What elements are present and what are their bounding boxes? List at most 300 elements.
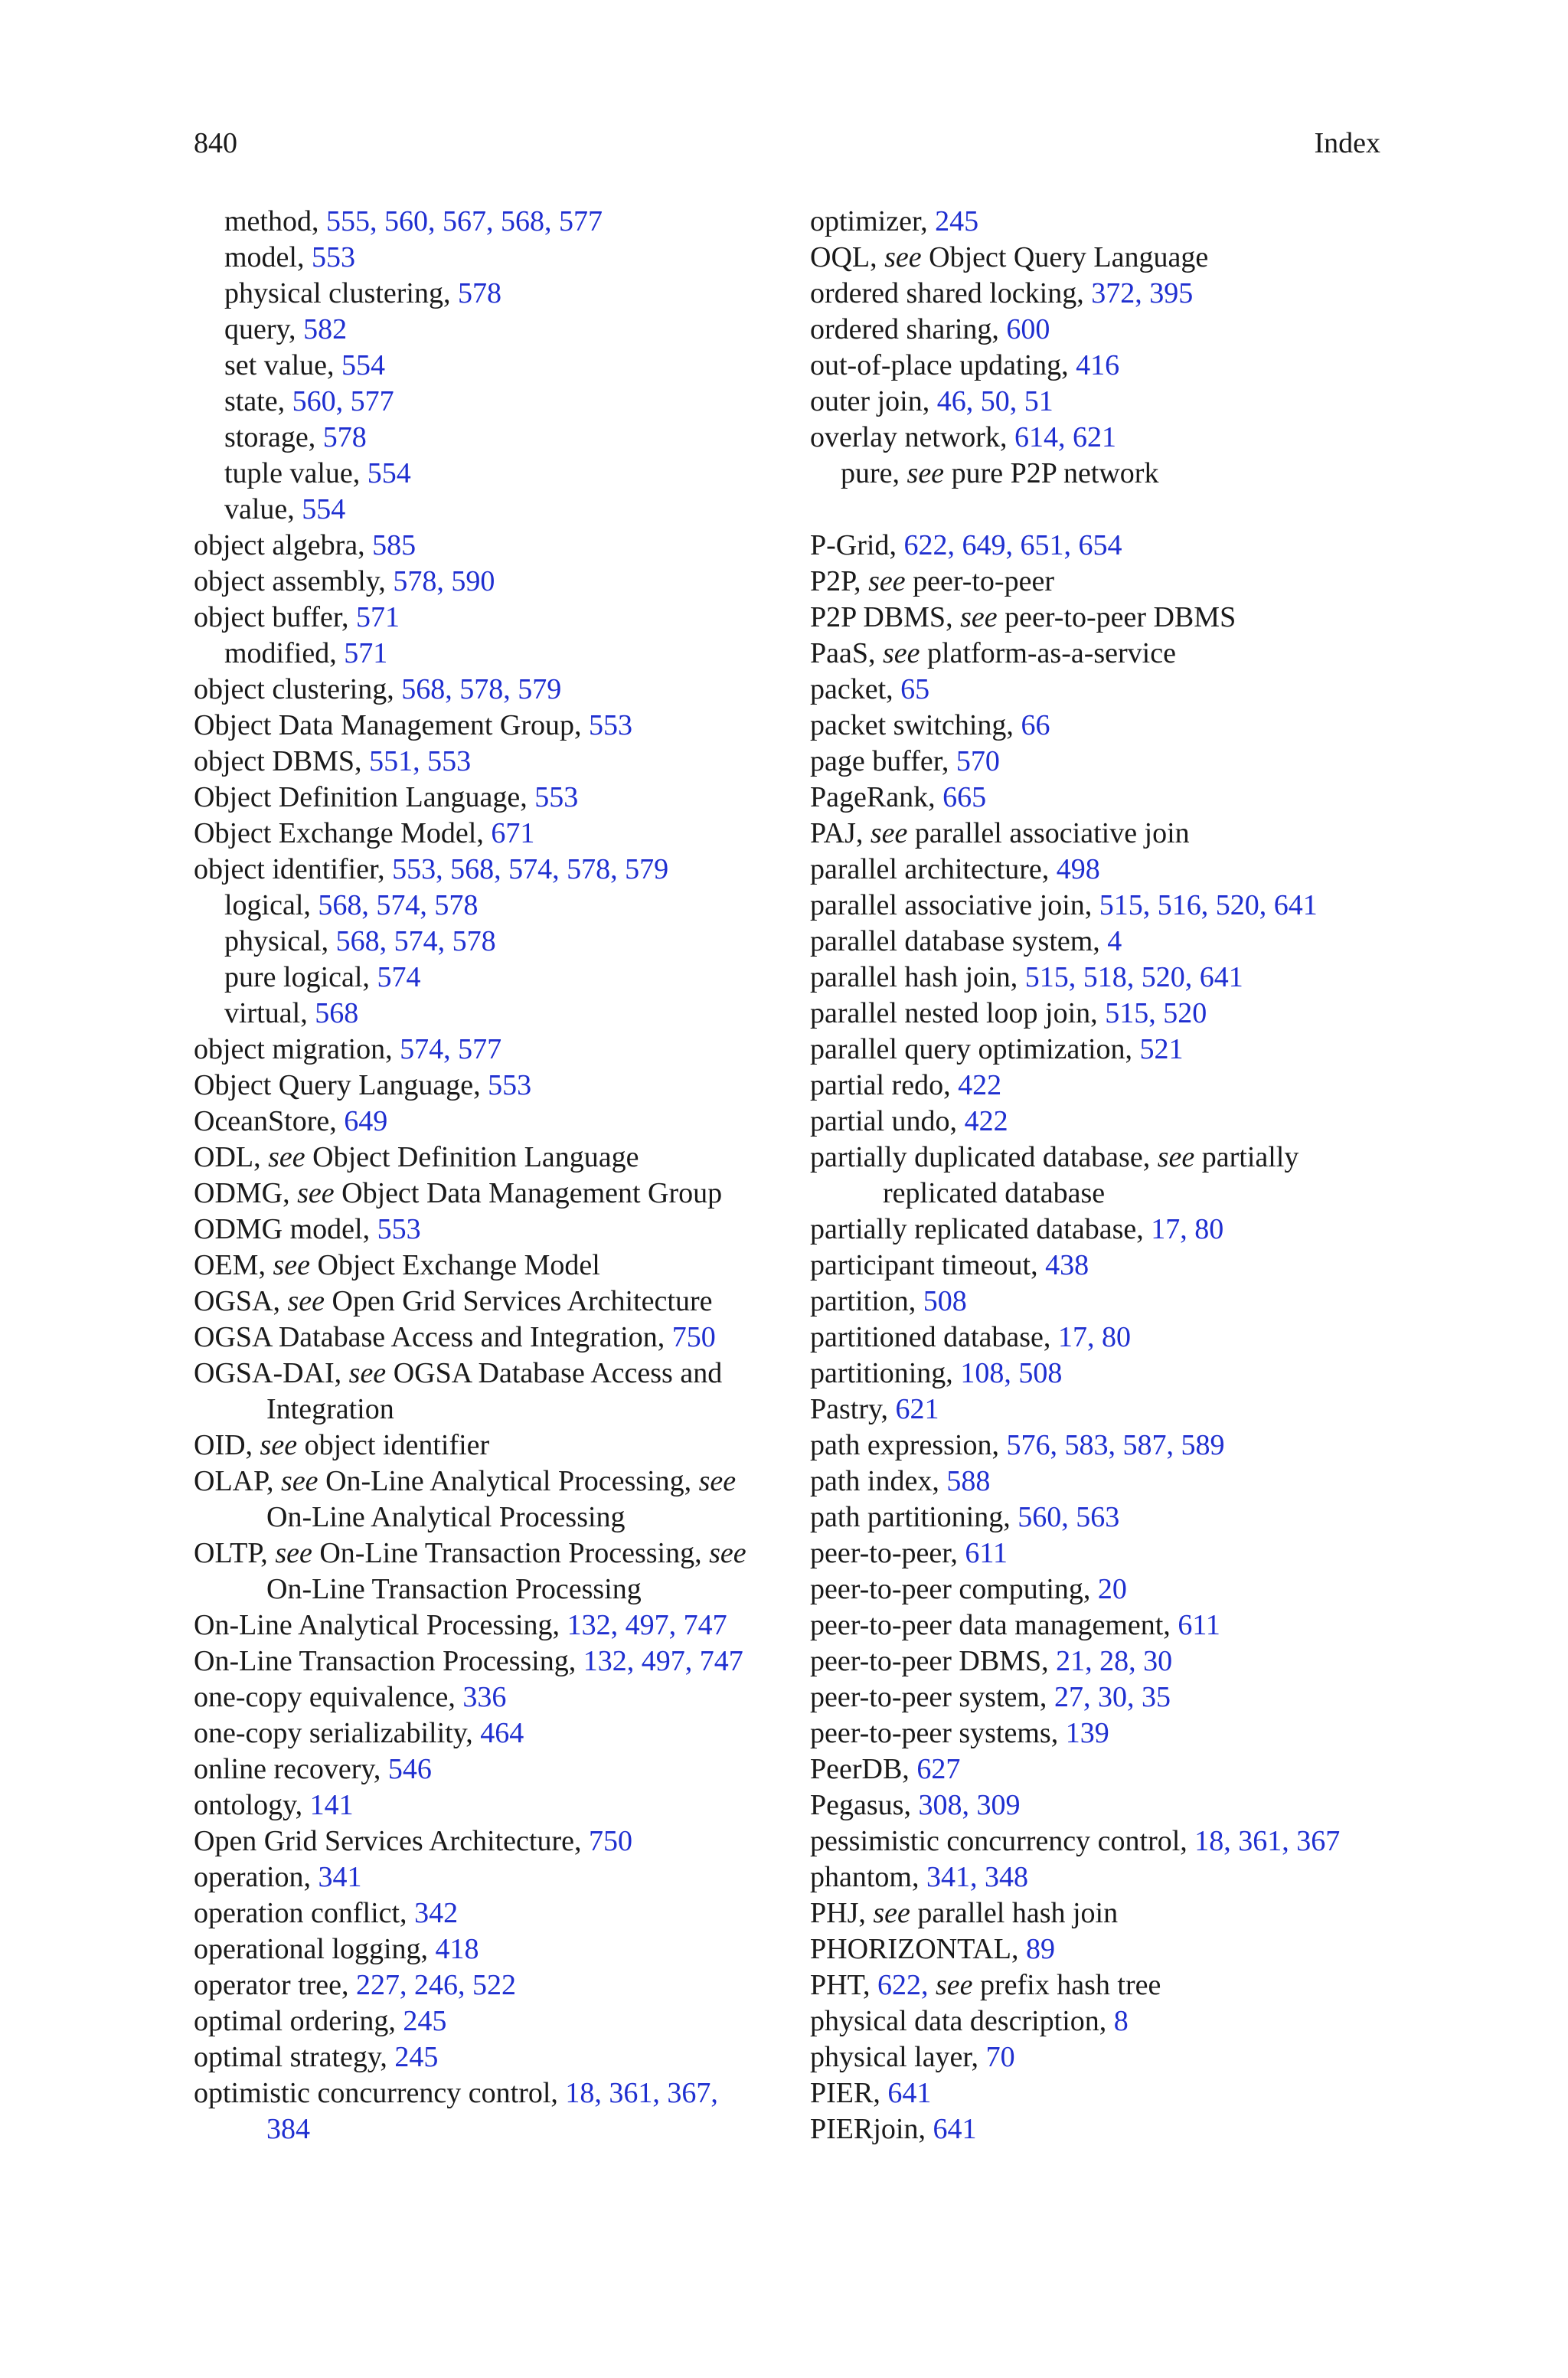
index-term: On-Line Analytical Processing	[266, 1501, 626, 1533]
page-reference-link[interactable]: 132, 497, 747	[567, 1609, 727, 1641]
see-reference: see	[873, 1897, 910, 1929]
index-term: overlay network,	[810, 421, 1014, 453]
see-reference: see	[870, 817, 908, 849]
page-reference-link[interactable]: 141	[309, 1789, 354, 1821]
index-entry-continuation	[194, 1572, 776, 1608]
page-reference-link[interactable]: 588	[946, 1465, 991, 1497]
index-entry	[810, 1356, 1392, 1392]
index-term: OGSA,	[194, 1285, 288, 1317]
see-target: On-Line Analytical Processing,	[318, 1465, 699, 1497]
index-term: one-copy serializability,	[194, 1717, 481, 1749]
index-term: storage,	[224, 421, 323, 453]
index-term: optimal ordering,	[194, 2005, 403, 2037]
page-reference-link[interactable]: 21, 28, 30	[1056, 1645, 1173, 1677]
page-reference-link[interactable]: 574, 577	[400, 1033, 502, 1065]
index-entry	[810, 960, 1392, 996]
index-term: path expression,	[810, 1429, 1007, 1461]
page-reference-link[interactable]: 554	[302, 493, 346, 525]
page-reference-link[interactable]: 614, 621	[1014, 421, 1116, 453]
index-subentry	[194, 204, 776, 240]
page-reference-link[interactable]: 568, 574, 578	[318, 889, 479, 921]
index-entry	[810, 564, 1392, 600]
index-entry	[194, 1104, 776, 1140]
see-target: pure P2P network	[944, 457, 1159, 489]
index-subentry	[194, 276, 776, 312]
index-entry	[194, 1356, 776, 1392]
index-term: Open Grid Services Architecture,	[194, 1825, 589, 1857]
page-reference-link[interactable]: 139	[1065, 1717, 1109, 1749]
index-entry	[194, 1248, 776, 1284]
page-reference-link[interactable]: 585	[372, 529, 416, 561]
index-entry	[810, 1860, 1392, 1896]
index-term: partial redo,	[810, 1069, 959, 1101]
index-term: OGSA-DAI,	[194, 1357, 349, 1389]
page-reference-link[interactable]: 641	[887, 2077, 932, 2109]
index-term: partial undo,	[810, 1105, 965, 1137]
index-entry	[810, 888, 1392, 924]
page-reference-link[interactable]: 671	[491, 817, 535, 849]
see-reference: see	[273, 1249, 310, 1281]
index-entry	[194, 1752, 776, 1788]
index-term: On-Line Transaction Processing,	[194, 1645, 583, 1677]
page-reference-link[interactable]: 336	[462, 1681, 507, 1713]
index-entry	[810, 1608, 1392, 1644]
index-term: phantom,	[810, 1861, 926, 1893]
index-term: PIER,	[810, 2077, 888, 2109]
page-reference-link[interactable]: 622, 649, 651, 654	[903, 529, 1122, 561]
index-entry	[810, 600, 1392, 636]
page-reference-link[interactable]: 515, 518, 520, 641	[1024, 961, 1243, 993]
page-reference-link[interactable]: 554	[367, 457, 411, 489]
page-reference-link[interactable]: 622,	[877, 1969, 936, 2001]
page-reference-link[interactable]: 553	[377, 1213, 421, 1245]
index-entry	[194, 1824, 776, 1860]
index-entry	[810, 420, 1392, 456]
index-column-right	[810, 204, 1392, 2147]
index-entry	[194, 1140, 776, 1176]
index-term: online recovery,	[194, 1753, 388, 1785]
index-entry	[810, 780, 1392, 816]
index-term: optimal strategy,	[194, 2041, 395, 2073]
index-entry	[810, 1212, 1392, 1248]
index-term: operation,	[194, 1861, 318, 1893]
index-entry	[810, 1896, 1392, 1932]
index-term: replicated database	[883, 1177, 1106, 1209]
see-target: Object Definition Language	[305, 1141, 639, 1173]
index-term: optimistic concurrency control,	[194, 2077, 566, 2109]
index-entry	[194, 2003, 776, 2039]
index-term: peer-to-peer system,	[810, 1681, 1054, 1713]
index-entry	[810, 2075, 1392, 2111]
index-term: Object Definition Language,	[194, 781, 535, 813]
index-term: ontology,	[194, 1789, 310, 1821]
index-entry	[194, 1644, 776, 1680]
page-reference-link[interactable]: 553	[589, 709, 632, 741]
page-reference-link[interactable]: 555, 560, 567, 568, 577	[325, 205, 603, 237]
index-entry	[194, 672, 776, 708]
index-term: object DBMS,	[194, 745, 370, 777]
index-entry	[194, 1967, 776, 2003]
index-term: page buffer,	[810, 745, 956, 777]
index-term: partially duplicated database,	[810, 1141, 1158, 1173]
index-entry	[194, 2075, 776, 2111]
page-reference-link[interactable]: 372, 395	[1091, 277, 1194, 309]
page-reference-link[interactable]: 66	[1021, 709, 1050, 741]
index-term: partitioned database,	[810, 1321, 1058, 1353]
index-entry	[194, 600, 776, 636]
see-reference: see	[883, 637, 920, 669]
index-subentry	[194, 312, 776, 348]
page-reference-link[interactable]: 750	[671, 1321, 716, 1353]
index-term: PaaS,	[810, 637, 883, 669]
index-entry	[810, 2111, 1392, 2147]
see-target: On-Line Transaction Processing,	[312, 1537, 710, 1569]
index-term: one-copy equivalence,	[194, 1681, 463, 1713]
index-term: operator tree,	[194, 1969, 357, 2001]
page-reference-link[interactable]: 578, 590	[393, 565, 495, 597]
page-reference-link[interactable]: 227, 246, 522	[356, 1969, 517, 2001]
see-target: parallel hash join	[910, 1897, 1119, 1929]
index-term: Pastry,	[810, 1393, 896, 1425]
index-term: PHJ,	[810, 1897, 874, 1929]
page-reference-link[interactable]: 546	[387, 1753, 432, 1785]
index-entry	[810, 672, 1392, 708]
index-term: parallel query optimization,	[810, 1033, 1140, 1065]
index-entry	[194, 1680, 776, 1716]
index-term: peer-to-peer,	[810, 1537, 965, 1569]
page-reference-link[interactable]: 341	[318, 1861, 362, 1893]
see-target: Open Grid Services Architecture	[325, 1285, 713, 1317]
index-term: Object Exchange Model,	[194, 817, 492, 849]
index-term: parallel architecture,	[810, 853, 1057, 885]
see-target: partially	[1194, 1141, 1299, 1173]
index-entry-continuation	[810, 1176, 1392, 1212]
index-term: tuple value,	[224, 457, 368, 489]
index-term: optimizer,	[810, 205, 936, 237]
see-target: OGSA Database Access and	[386, 1357, 723, 1389]
page-reference-link[interactable]: 108, 508	[960, 1357, 1063, 1389]
index-entry	[810, 312, 1392, 348]
see-reference: see	[709, 1537, 746, 1569]
page-reference-link[interactable]: 568, 574, 578	[335, 925, 496, 957]
page-reference-link[interactable]: 438	[1045, 1249, 1089, 1281]
index-entry	[194, 1896, 776, 1932]
index-entry	[194, 1932, 776, 1967]
index-entry	[194, 816, 776, 852]
index-entry	[810, 1104, 1392, 1140]
page-reference-link[interactable]: 416	[1076, 349, 1120, 381]
index-term: On-Line Transaction Processing	[266, 1573, 642, 1605]
page-reference-link[interactable]: 641	[933, 2113, 977, 2145]
see-reference: see	[960, 601, 998, 633]
index-entry	[810, 1248, 1392, 1284]
page-reference-link[interactable]: 70	[985, 2041, 1015, 2073]
section-gap	[810, 492, 1392, 528]
index-entry	[810, 1068, 1392, 1104]
see-target: Object Data Management Group	[334, 1177, 723, 1209]
page-title: Index	[1314, 127, 1380, 159]
see-reference: see	[868, 565, 906, 597]
index-column-left	[194, 204, 776, 2147]
index-term: physical clustering,	[224, 277, 458, 309]
page-reference-link[interactable]: 342	[414, 1897, 459, 1929]
page-reference-link[interactable]: 464	[480, 1717, 524, 1749]
index-entry	[810, 1788, 1392, 1824]
index-entry	[810, 1680, 1392, 1716]
index-entry	[810, 1500, 1392, 1536]
index-term: object identifier,	[194, 853, 393, 885]
index-entry	[194, 1284, 776, 1320]
see-reference: see	[884, 241, 922, 273]
index-entry	[810, 276, 1392, 312]
page-reference-link[interactable]: 8	[1113, 2005, 1129, 2037]
page-reference-link[interactable]: 554	[341, 349, 386, 381]
index-term: OceanStore,	[194, 1105, 345, 1137]
index-term: PHORIZONTAL,	[810, 1933, 1026, 1965]
index-term: physical layer,	[810, 2041, 986, 2073]
see-reference: see	[287, 1285, 325, 1317]
index-entry	[810, 1428, 1392, 1464]
index-term: parallel database system,	[810, 925, 1108, 957]
index-term: method,	[224, 205, 326, 237]
page-reference-link[interactable]: 582	[303, 313, 348, 345]
see-target: platform-as-a-service	[920, 637, 1176, 669]
index-entry	[194, 528, 776, 564]
index-term: out-of-place updating,	[810, 349, 1076, 381]
page-reference-link[interactable]: 418	[435, 1933, 479, 1965]
index-term: peer-to-peer systems,	[810, 1717, 1066, 1749]
page-reference-link[interactable]: 560, 563	[1018, 1501, 1120, 1533]
index-term: modified,	[224, 637, 345, 669]
see-target: peer-to-peer	[905, 565, 1054, 597]
page-reference-link[interactable]: 665	[942, 781, 987, 813]
index-term: partition,	[810, 1285, 923, 1317]
index-entry	[194, 1176, 776, 1212]
index-entry	[194, 1608, 776, 1644]
index-subentry	[194, 636, 776, 672]
index-term: set value,	[224, 349, 342, 381]
see-reference: see	[297, 1177, 335, 1209]
index-entry	[810, 816, 1392, 852]
page-reference-link[interactable]: 553	[534, 781, 579, 813]
index-term: virtual,	[224, 997, 315, 1029]
page-reference-link[interactable]: 515, 520	[1105, 997, 1207, 1029]
page-reference-link[interactable]: 553	[311, 241, 355, 273]
index-term: peer-to-peer computing,	[810, 1573, 1098, 1605]
index-term: OID,	[194, 1429, 260, 1461]
page-reference-link[interactable]: 600	[1006, 313, 1050, 345]
index-entry	[810, 996, 1392, 1032]
page-reference-link[interactable]: 578	[322, 421, 367, 453]
page-reference-link[interactable]: 4	[1107, 925, 1122, 957]
index-subentry	[194, 888, 776, 924]
index-term: object buffer,	[194, 601, 356, 633]
see-reference: see	[260, 1429, 298, 1461]
page-reference-link[interactable]: 17, 80	[1151, 1213, 1224, 1245]
index-term: PageRank,	[810, 781, 943, 813]
see-reference: see	[268, 1141, 305, 1173]
page-reference-link[interactable]: 65	[900, 673, 930, 705]
page-reference-link[interactable]: 245	[935, 205, 979, 237]
page-reference-link[interactable]: 649	[344, 1105, 388, 1137]
index-term: P2P,	[810, 565, 869, 597]
page-reference-link[interactable]: 27, 30, 35	[1054, 1681, 1171, 1713]
index-term: object clustering,	[194, 673, 402, 705]
page-reference-link[interactable]: 571	[355, 601, 400, 633]
page-reference-link[interactable]: 341, 348	[926, 1861, 1028, 1893]
index-term: query,	[224, 313, 304, 345]
index-term: Integration	[266, 1393, 394, 1425]
page-reference-link[interactable]: 89	[1025, 1933, 1055, 1965]
see-target: parallel associative join	[907, 817, 1190, 849]
page-reference-link[interactable]: 17, 80	[1057, 1321, 1131, 1353]
index-term: peer-to-peer DBMS,	[810, 1645, 1057, 1677]
see-reference: see	[281, 1465, 318, 1497]
see-reference: see	[275, 1537, 312, 1569]
page-reference-link[interactable]: 384	[266, 2113, 310, 2145]
page-reference-link[interactable]: 553, 568, 574, 578, 579	[392, 853, 669, 885]
index-term: packet,	[810, 673, 901, 705]
page-reference-link[interactable]: 568	[315, 997, 359, 1029]
page-reference-link[interactable]: 611	[965, 1537, 1008, 1569]
index-subentry	[194, 924, 776, 960]
index-entry	[810, 924, 1392, 960]
index-term: physical,	[224, 925, 336, 957]
index-entry	[194, 852, 776, 888]
page-reference-link[interactable]: 571	[344, 637, 388, 669]
index-term: path index,	[810, 1465, 947, 1497]
index-term: ODMG model,	[194, 1213, 377, 1245]
index-entry	[810, 2039, 1392, 2075]
index-term: operation conflict,	[194, 1897, 415, 1929]
index-entry-continuation	[194, 1500, 776, 1536]
index-entry	[194, 1536, 776, 1572]
index-term: PAJ,	[810, 817, 871, 849]
index-term: PIERjoin,	[810, 2113, 933, 2145]
index-entry	[810, 744, 1392, 780]
index-entry	[810, 1464, 1392, 1500]
page-reference-link[interactable]: 18, 361, 367	[1194, 1825, 1341, 1857]
index-term: P2P DBMS,	[810, 601, 961, 633]
index-term: object algebra,	[194, 529, 373, 561]
index-entry	[810, 1932, 1392, 1967]
index-term: pessimistic concurrency control,	[810, 1825, 1195, 1857]
see-target: object identifier	[297, 1429, 490, 1461]
index-term: peer-to-peer data management,	[810, 1609, 1178, 1641]
page-reference-link[interactable]: 551, 553	[369, 745, 472, 777]
page-reference-link[interactable]: 621	[895, 1393, 939, 1425]
index-term: object assembly,	[194, 565, 394, 597]
page-reference-link[interactable]: 515, 516, 520, 641	[1099, 889, 1318, 921]
index-term: partitioning,	[810, 1357, 961, 1389]
index-term: value,	[224, 493, 302, 525]
page-reference-link[interactable]: 422	[958, 1069, 1002, 1101]
index-subentry	[194, 384, 776, 420]
index-term: ODL,	[194, 1141, 269, 1173]
index-entry	[810, 2003, 1392, 2039]
page-reference-link[interactable]: 521	[1139, 1033, 1184, 1065]
see-target: Object Exchange Model	[309, 1249, 600, 1281]
page-reference-link[interactable]: 508	[923, 1285, 967, 1317]
page-reference-link[interactable]: 627	[916, 1753, 961, 1785]
index-entry	[810, 204, 1392, 240]
index-term: OGSA Database Access and Integration,	[194, 1321, 672, 1353]
index-entry	[810, 240, 1392, 276]
index-term: OEM,	[194, 1249, 273, 1281]
page-reference-link[interactable]: 553	[488, 1069, 532, 1101]
page-reference-link[interactable]: 498	[1056, 853, 1100, 885]
page-reference-link[interactable]: 570	[956, 745, 1000, 777]
page-reference-link[interactable]: 574	[377, 961, 421, 993]
index-term: ordered shared locking,	[810, 277, 1092, 309]
see-reference: see	[698, 1465, 737, 1497]
index-entry	[810, 348, 1392, 384]
index-entry	[810, 1284, 1392, 1320]
page-reference-link[interactable]: 422	[964, 1105, 1008, 1137]
page-reference-link[interactable]: 132, 497, 747	[583, 1645, 743, 1677]
page-reference-link[interactable]: 245	[403, 2005, 447, 2037]
page-reference-link[interactable]: 46, 50, 51	[936, 385, 1054, 417]
index-subentry	[194, 996, 776, 1032]
index-subentry	[194, 420, 776, 456]
index-entry	[194, 1788, 776, 1824]
index-term: partially replicated database,	[810, 1213, 1152, 1245]
index-entry	[810, 1752, 1392, 1788]
index-term: PeerDB,	[810, 1753, 917, 1785]
index-entry	[810, 1824, 1392, 1860]
page-reference-link[interactable]: 576, 583, 587, 589	[1006, 1429, 1225, 1461]
see-target: prefix hash tree	[972, 1969, 1161, 2001]
index-term: state,	[224, 385, 292, 417]
index-term: OLAP,	[194, 1465, 282, 1497]
index-term: Object Query Language,	[194, 1069, 488, 1101]
page-reference-link[interactable]: 245	[394, 2041, 439, 2073]
see-reference: see	[906, 457, 945, 489]
index-entry	[810, 1140, 1392, 1176]
index-term: ordered sharing,	[810, 313, 1007, 345]
index-term: operational logging,	[194, 1933, 436, 1965]
index-subentry	[810, 456, 1392, 492]
index-entry	[194, 1464, 776, 1500]
index-entry	[810, 1716, 1392, 1752]
page-reference-link[interactable]: 20	[1097, 1573, 1127, 1605]
index-term: parallel associative join,	[810, 889, 1099, 921]
index-term: pure logical,	[224, 961, 377, 993]
index-entry	[194, 1428, 776, 1464]
index-term: P-Grid,	[810, 529, 904, 561]
index-entry	[194, 780, 776, 816]
page-reference-link[interactable]: 308, 309	[918, 1789, 1021, 1821]
index-term: parallel nested loop join,	[810, 997, 1106, 1029]
index-term: PHT,	[810, 1969, 877, 2001]
index-entry	[810, 1644, 1392, 1680]
page-reference-link[interactable]: 560, 577	[292, 385, 394, 417]
see-target: Object Query Language	[921, 241, 1209, 273]
page-reference-link[interactable]: 611	[1178, 1609, 1220, 1641]
see-reference: see	[935, 1969, 973, 2001]
index-term: logical,	[224, 889, 318, 921]
page-reference-link[interactable]: 568, 578, 579	[401, 673, 562, 705]
page-reference-link[interactable]: 578	[457, 277, 501, 309]
index-term: path partitioning,	[810, 1501, 1018, 1533]
page-reference-link[interactable]: 18, 361, 367,	[565, 2077, 718, 2109]
page-reference-link[interactable]: 750	[589, 1825, 632, 1857]
see-target: peer-to-peer DBMS	[997, 601, 1236, 633]
index-term: model,	[224, 241, 312, 273]
index-entry-continuation	[194, 2111, 776, 2147]
index-entry	[194, 1860, 776, 1896]
index-entry	[810, 384, 1392, 420]
